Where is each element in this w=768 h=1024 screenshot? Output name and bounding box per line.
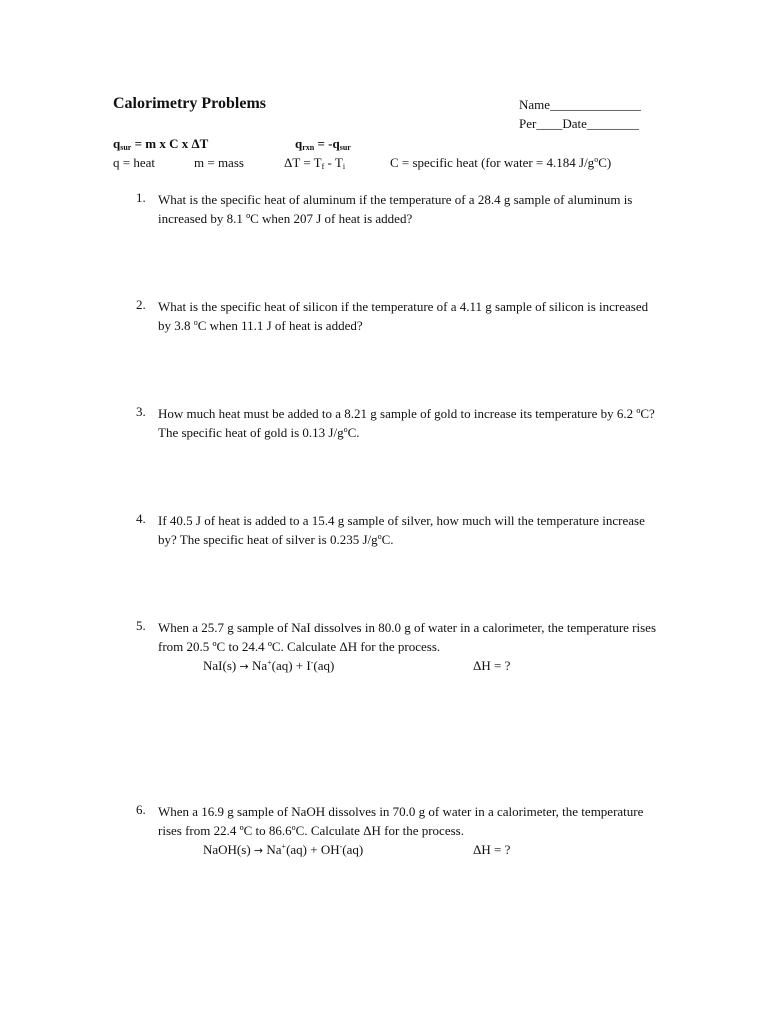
specific-heat-degree-sup: o (594, 155, 599, 164)
problem-5-text: When a 25.7 g sample of NaI dissolves in 80.0 g of water in a calorimeter, the temperature rises from 20.5 ºC to 24.4 ºC. Calculate ΔH for the process. (158, 620, 657, 654)
problem-5-plus-sup: + (267, 658, 272, 667)
definition-heat: q = heat (113, 155, 155, 170)
problem-3-text (158, 404, 658, 442)
right-arrow-icon: → (239, 660, 249, 673)
delta-t-i-sub: i (342, 162, 346, 171)
formula-q-sub: sur (120, 143, 132, 152)
problem-6-text (158, 802, 658, 840)
problem-6-degree-sup: o (291, 823, 296, 832)
definition-delta-t (284, 154, 345, 172)
problem-4-number: 4. (136, 511, 146, 526)
problem-6-delta-h: ΔH = ? (473, 842, 511, 857)
formula-qrxn-symbol: q (295, 136, 303, 151)
problem-6-product-1: Na (266, 842, 282, 857)
problem-6-text-b: C. Calculate ΔH for the process. (295, 823, 464, 838)
problem-6-text-a: When a 16.9 g sample of NaOH dissolves in 70.0 g of water in a calorimeter, the temperature rises from 22.4 ºC to 86.6 (158, 804, 644, 838)
problem-2-text (158, 297, 658, 335)
problem-6-equation (203, 842, 363, 858)
definition-specific-heat (390, 154, 611, 172)
per-date-field[interactable]: Per____Date________ (519, 116, 639, 131)
problem-6-product-2-state: (aq) (342, 842, 364, 857)
formula-qrxn-rhs: = -q (317, 136, 340, 151)
formula-q-symbol: q (113, 136, 121, 151)
name-field[interactable]: Name______________ (519, 97, 642, 112)
problem-4-text-a: If 40.5 J of heat is added to a 15.4 g sample of silver, how much will the temperature increase by? The specific heat of silver is 0.235 J/g (158, 513, 645, 547)
problem-1-text: What is the specific heat of aluminum if the temperature of a 28.4 g sample of aluminum is increased by 8.1 ºC when 207 J of heat is added? (158, 192, 633, 226)
problem-5-product-1: Na (251, 658, 268, 673)
problem-2-text-b: C when 11.1 J of heat is added? (197, 318, 363, 333)
problem-5-equation (203, 658, 334, 674)
problem-1-number: 1. (136, 190, 146, 205)
delta-t-f-sub: f (321, 162, 325, 171)
problem-5-product-2-state: (aq) (313, 658, 335, 673)
formula-q-rhs: = m x C x ΔT (134, 136, 209, 151)
page-title: Calorimetry Problems (113, 95, 266, 112)
problem-6-reactant: NaOH(s) (203, 842, 251, 857)
specific-heat-prefix: C = specific heat (for water = 4.184 J/g (390, 155, 595, 170)
formula-qrxn-rhs-sub: sur (339, 143, 351, 152)
problem-5-number: 5. (136, 618, 146, 633)
problem-6-number: 6. (136, 802, 146, 817)
problem-4-text (158, 511, 658, 549)
problem-3-number: 3. (136, 404, 146, 419)
problem-5-reactant: NaI(s) (203, 658, 237, 673)
problem-4-text-b: C. (381, 532, 394, 547)
problem-2-degree-sup: o (193, 318, 198, 327)
formula-qrxn-sub: rxn (302, 143, 315, 152)
problem-3-text-b: C. (347, 425, 360, 440)
problem-6-product-1-state: (aq) + OH (286, 842, 340, 857)
problem-2-text-a: What is the specific heat of silicon if the temperature of a 4.11 g sample of silicon is increased by 3.8 (158, 299, 649, 333)
problem-4-degree-sup: o (377, 532, 382, 541)
problem-6-minus-sup: - (339, 842, 343, 851)
delta-t-prefix: ΔT = T (284, 155, 322, 170)
definition-mass: m = mass (194, 155, 244, 170)
problem-5-product-1-state: (aq) + I (271, 658, 311, 673)
problem-3-degree-sup: o (343, 425, 348, 434)
problem-6-plus-sup: + (281, 842, 287, 851)
problem-5-minus-sup: - (310, 658, 314, 667)
problem-2-number: 2. (136, 297, 146, 312)
formula-q-reaction (295, 136, 351, 152)
formula-q-surroundings (113, 136, 208, 152)
specific-heat-suffix: C) (598, 155, 612, 170)
problem-3-text-a: How much heat must be added to a 8.21 g sample of gold to increase its temperature by 6.2 ºC? The specific heat of gold is 0.13 J/g (158, 406, 655, 440)
delta-t-mid: - T (324, 155, 343, 170)
right-arrow-icon: → (253, 844, 264, 857)
problem-5-delta-h: ΔH = ? (473, 658, 511, 673)
